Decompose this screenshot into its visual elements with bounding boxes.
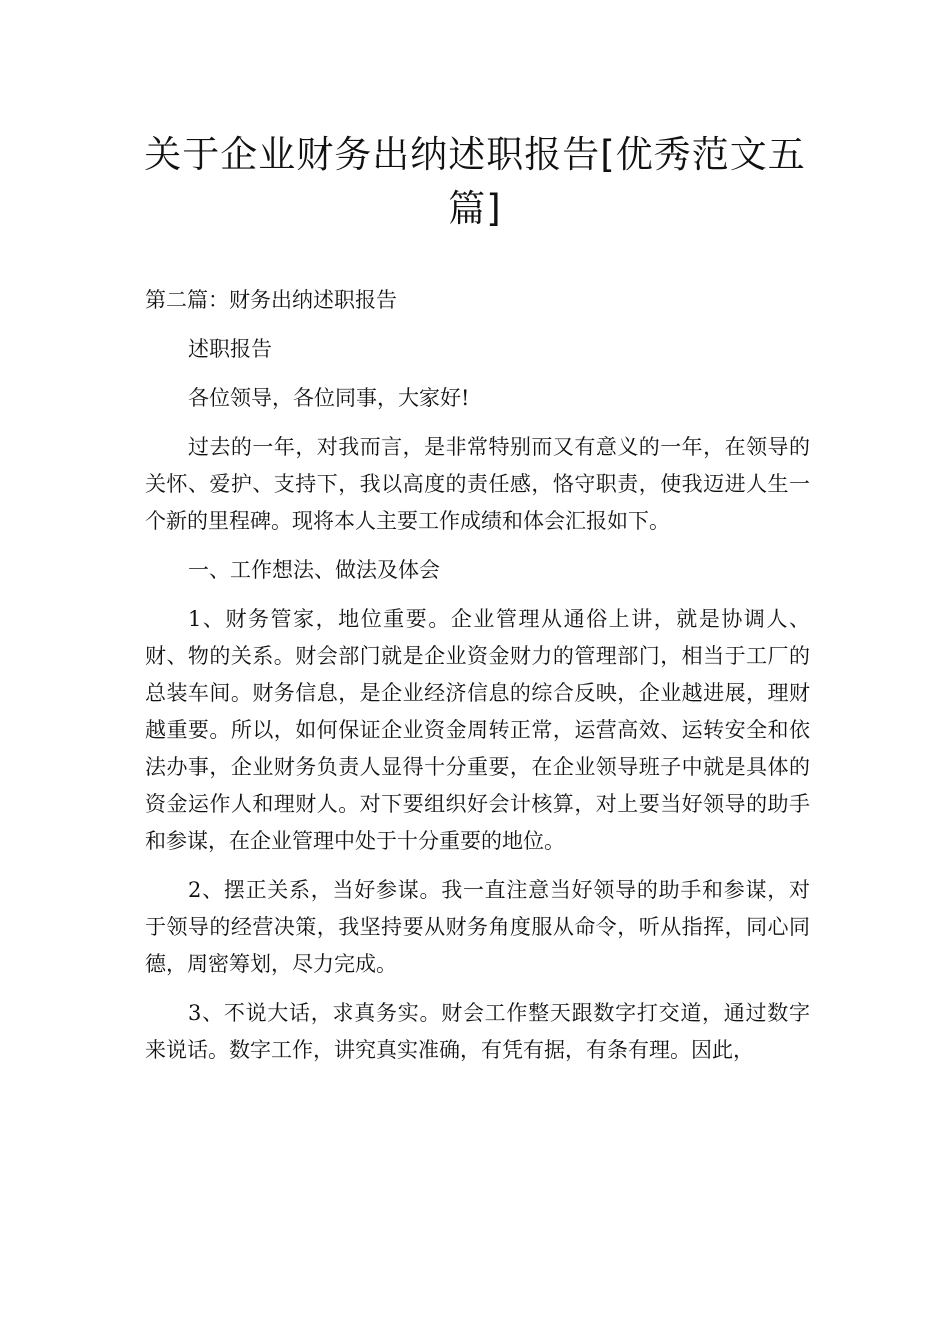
paragraph-point-1: 1、财务管家，地位重要。企业管理从通俗上讲，就是协调人、财、物的关系。财会部门就是企业资金财力的管理部门，相当于工厂的总装车间。财务信息，是企业经济信息的综合反映，企业越进展，理财越重要。所以，如何保证企业资金周转正常，运营高效、运转安全和依法办事，企业财务负责人显得十分重要，在企业领导班子中就是具体的资金运作人和理财人。对下要组织好会计核算，对上要当好领导的助手和参谋，在企业管理中处于十分重要的地位。: [145, 607, 810, 853]
paragraph-intro: 过去的一年，对我而言，是非常特别而又有意义的一年，在领导的关怀、爱护、支持下，我以高度的责任感，恪守职责，使我迈进人生一个新的里程碑。现将本人主要工作成绩和体会汇报如下。: [145, 435, 810, 533]
document-body: [145, 282, 810, 1081]
greeting: 各位领导，各位同事，大家好!: [188, 386, 470, 410]
paragraph-point-2: 2、摆正关系，当好参谋。我一直注意当好领导的助手和参谋，对于领导的经营决策，我坚持要从财务角度服从命令，听从指挥，同心同德，周密筹划，尽力完成。: [145, 878, 810, 976]
report-title: 述职报告: [188, 337, 272, 361]
paragraph-section-one-heading: 一、工作想法、做法及体会: [188, 558, 440, 582]
document-title: 关于企业财务出纳述职报告[优秀范文五篇]: [144, 133, 806, 230]
paragraph-point-3: 3、不说大话，求真务实。财会工作整天跟数字打交道，通过数字来说话。数字工作，讲究真实准确，有凭有据，有条有理。因此，: [145, 1001, 810, 1062]
section-heading: 第二篇：财务出纳述职报告: [145, 288, 397, 312]
